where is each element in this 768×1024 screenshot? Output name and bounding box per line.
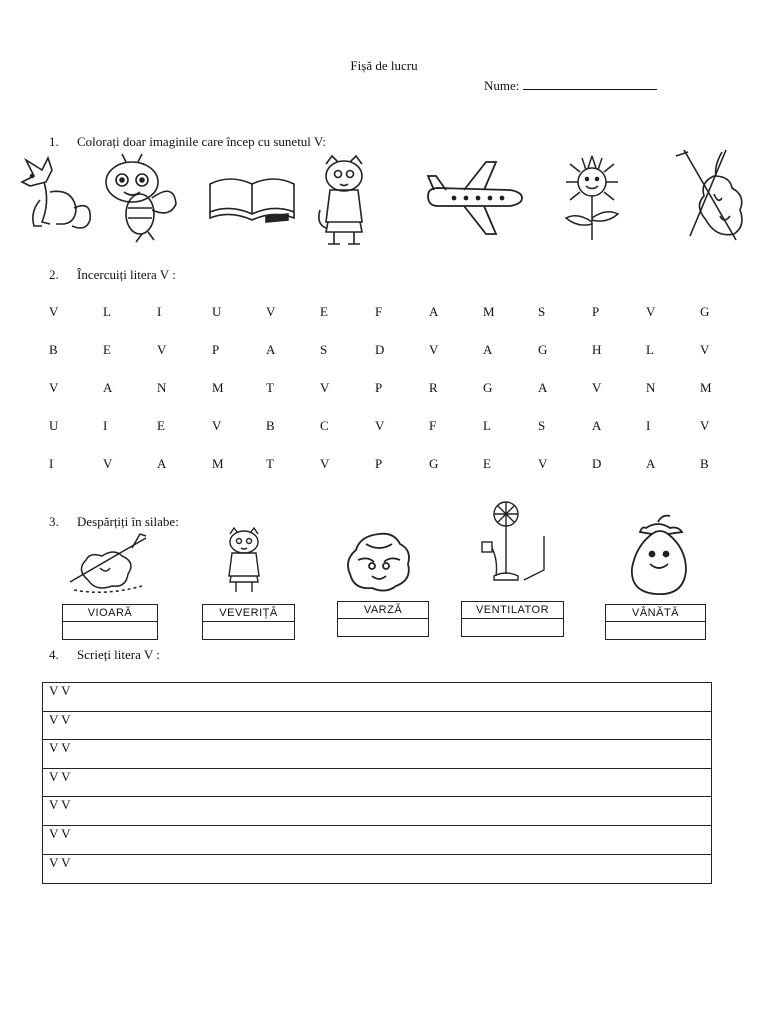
grid-letter[interactable]: S: [538, 418, 546, 433]
question-3: [49, 514, 179, 530]
grid-letter[interactable]: E: [320, 304, 328, 319]
violin-icon: [670, 146, 746, 249]
writing-row[interactable]: V V: [43, 712, 711, 741]
grid-letter[interactable]: M: [483, 304, 495, 319]
grid-letter[interactable]: G: [700, 304, 710, 319]
writing-practice-table: [42, 682, 712, 884]
grid-letter[interactable]: H: [592, 342, 602, 357]
syllable-answer-box[interactable]: [63, 622, 157, 639]
grid-letter[interactable]: V: [103, 456, 113, 471]
grid-letter[interactable]: P: [212, 342, 220, 357]
writing-row[interactable]: V V: [43, 769, 711, 798]
grid-letter[interactable]: C: [320, 418, 329, 433]
chipmunk-icon: [316, 152, 372, 257]
syllable-card-varza: [337, 601, 429, 637]
grid-letter[interactable]: M: [700, 380, 712, 395]
grid-letter[interactable]: G: [483, 380, 493, 395]
grid-letter[interactable]: P: [375, 380, 383, 395]
grid-letter[interactable]: T: [266, 380, 274, 395]
grid-letter[interactable]: U: [212, 304, 222, 319]
grid-letter[interactable]: A: [266, 342, 276, 357]
bee-icon: [96, 152, 180, 249]
airplane-icon: [424, 160, 524, 241]
question-1-number: 1.: [49, 134, 59, 149]
syllable-answer-box[interactable]: [462, 619, 563, 636]
grid-letter[interactable]: U: [49, 418, 59, 433]
grid-letter[interactable]: P: [375, 456, 383, 471]
grid-letter[interactable]: F: [429, 418, 437, 433]
grid-letter[interactable]: L: [103, 304, 111, 319]
grid-letter[interactable]: I: [49, 456, 54, 471]
question-1-text: Colorați doar imaginile care încep cu sunetul V:: [77, 134, 326, 149]
grid-letter[interactable]: L: [483, 418, 491, 433]
grid-letter[interactable]: A: [538, 380, 548, 395]
grid-letter[interactable]: A: [592, 418, 602, 433]
question-3-number: 3.: [49, 514, 59, 529]
question-4-number: 4.: [49, 647, 59, 662]
grid-letter[interactable]: V: [266, 304, 276, 319]
letter-grid-row: [49, 342, 729, 358]
grid-letter[interactable]: V: [49, 304, 59, 319]
grid-letter[interactable]: I: [646, 418, 651, 433]
cabbage-icon: [344, 530, 414, 599]
grid-letter[interactable]: E: [157, 418, 165, 433]
syllable-card-ventilator: [461, 601, 564, 637]
grid-letter[interactable]: L: [646, 342, 654, 357]
grid-letter[interactable]: A: [157, 456, 167, 471]
fox-icon: [16, 152, 96, 239]
syllable-answer-box[interactable]: [338, 619, 428, 636]
grid-letter[interactable]: E: [103, 342, 111, 357]
grid-letter[interactable]: M: [212, 456, 224, 471]
question-3-text: Despărțiți în silabe:: [77, 514, 179, 529]
question-1: [49, 134, 326, 150]
syllable-card-vanata: [605, 604, 706, 640]
letter-grid-row: [49, 456, 729, 472]
grid-letter[interactable]: B: [49, 342, 58, 357]
syllable-word: VARZĂ: [338, 602, 428, 619]
eggplant-icon: [624, 512, 694, 603]
grid-letter[interactable]: G: [538, 342, 548, 357]
grid-letter[interactable]: P: [592, 304, 600, 319]
grid-letter[interactable]: I: [103, 418, 108, 433]
grid-letter[interactable]: V: [700, 342, 710, 357]
grid-letter[interactable]: E: [483, 456, 491, 471]
grid-letter[interactable]: B: [700, 456, 709, 471]
question-2-number: 2.: [49, 267, 59, 282]
writing-row[interactable]: V V: [43, 826, 711, 855]
grid-letter[interactable]: D: [375, 342, 385, 357]
grid-letter[interactable]: V: [646, 304, 656, 319]
grid-letter[interactable]: A: [429, 304, 439, 319]
grid-letter[interactable]: V: [429, 342, 439, 357]
syllable-card-veverita: [202, 604, 295, 640]
violin-icon: [66, 530, 150, 601]
syllable-card-vioara: [62, 604, 158, 640]
question-4-text: Scrieți litera V :: [77, 647, 160, 662]
syllable-answer-box[interactable]: [606, 622, 705, 639]
syllable-answer-box[interactable]: [203, 622, 294, 639]
grid-letter[interactable]: A: [483, 342, 493, 357]
grid-letter[interactable]: R: [429, 380, 438, 395]
grid-letter[interactable]: G: [429, 456, 439, 471]
letter-grid-row: [49, 418, 729, 434]
chipmunk-icon: [222, 526, 266, 601]
writing-row[interactable]: V V: [43, 797, 711, 826]
grid-letter[interactable]: M: [212, 380, 224, 395]
fan-icon: [474, 500, 550, 591]
grid-letter[interactable]: V: [320, 380, 330, 395]
grid-letter[interactable]: V: [592, 380, 602, 395]
grid-letter[interactable]: V: [49, 380, 59, 395]
grid-letter[interactable]: B: [266, 418, 275, 433]
grid-letter[interactable]: D: [592, 456, 602, 471]
syllable-word: VÂNĂTĂ: [606, 605, 705, 622]
name-field: [484, 77, 657, 94]
grid-letter[interactable]: N: [646, 380, 656, 395]
question-2-text: Încercuiți litera V :: [77, 267, 176, 282]
grid-letter[interactable]: S: [538, 304, 546, 319]
grid-letter[interactable]: N: [157, 380, 167, 395]
grid-letter[interactable]: V: [320, 456, 330, 471]
grid-letter[interactable]: V: [212, 418, 222, 433]
grid-letter[interactable]: V: [700, 418, 710, 433]
question-4: [49, 647, 160, 663]
name-label: Nume:: [484, 78, 520, 93]
letter-grid-row: [49, 380, 729, 396]
book-icon: [206, 170, 298, 229]
grid-letter[interactable]: A: [646, 456, 656, 471]
worksheet-title: Fișă de lucru: [350, 58, 418, 73]
syllable-word: VEVERIȚĂ: [203, 605, 294, 622]
writing-row[interactable]: V V: [49, 854, 71, 870]
grid-letter[interactable]: V: [538, 456, 548, 471]
grid-letter[interactable]: V: [375, 418, 385, 433]
writing-row[interactable]: V V: [43, 740, 711, 769]
question-2: [49, 267, 176, 283]
syllable-word: VIOARĂ: [63, 605, 157, 622]
sunflower-icon: [556, 150, 628, 247]
writing-row[interactable]: V V: [43, 683, 711, 712]
grid-letter[interactable]: F: [375, 304, 383, 319]
grid-letter[interactable]: V: [157, 342, 167, 357]
letter-grid-row: [49, 304, 729, 320]
grid-letter[interactable]: A: [103, 380, 113, 395]
grid-letter[interactable]: I: [157, 304, 162, 319]
syllable-word: VENTILATOR: [462, 602, 563, 619]
name-blank-line[interactable]: [523, 77, 657, 90]
grid-letter[interactable]: S: [320, 342, 328, 357]
grid-letter[interactable]: T: [266, 456, 274, 471]
